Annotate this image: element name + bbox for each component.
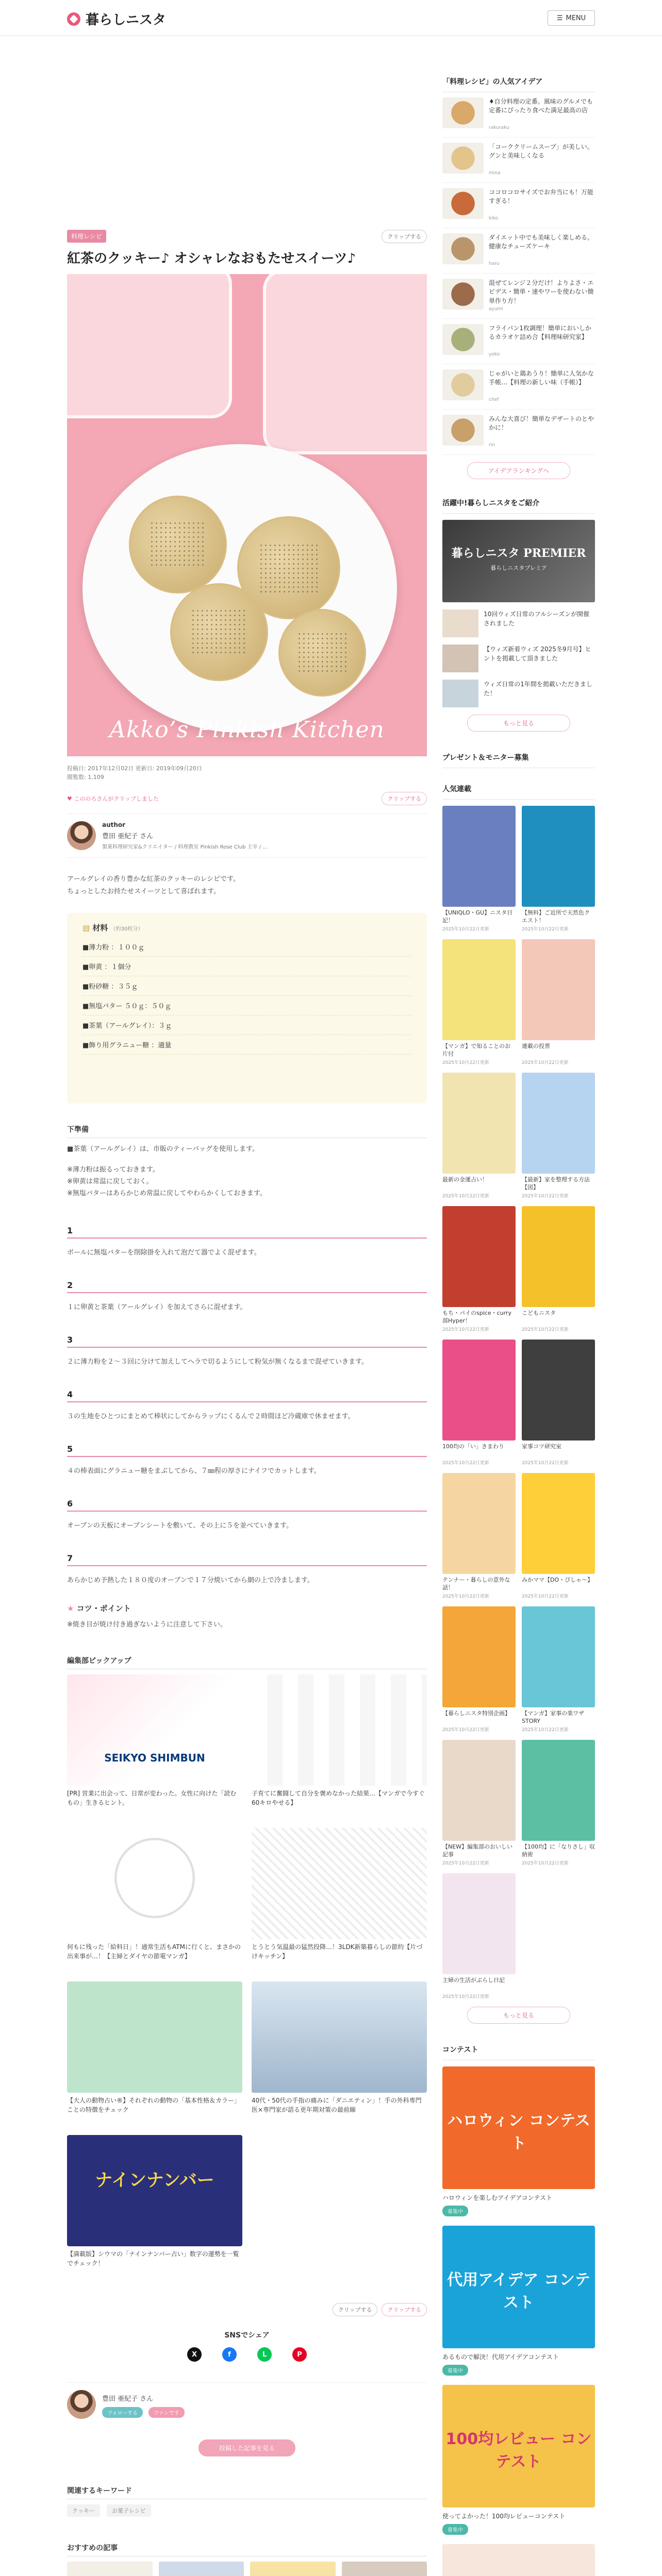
ranking-card[interactable]: 【最新】家を整理する方法【図】 2025年10月22日更新 [522,1073,595,1199]
club-news-item[interactable]: 【ウィズ新着ウィズ 2025冬9月号】ヒントを掲載して頂きました [484,646,591,662]
ranking-image [442,939,516,1040]
clip-button-bottom[interactable]: クリップする [333,2303,378,2316]
ranking-card[interactable]: 100均の「い」きまわり 2025年10月22日更新 [442,1340,516,1466]
ingredient-row: ■卵黄 ：１個分 [82,957,411,976]
ranking-card[interactable]: テンナー・暮らしの意外な話！ 2025年10月22日更新 [442,1473,516,1599]
club-news-item[interactable]: 10回ウィズ日常のフルシーズンが開催されました [484,611,590,627]
author-name[interactable]: 豊田 亜紀子 さん [102,833,154,841]
fan-button[interactable]: ファンです [148,2407,185,2418]
step-number: 6 [67,1499,427,1512]
ranking-image [522,1206,595,1307]
share-section: SNSでシェア X f L P [67,2330,427,2362]
step-number: 3 [67,1335,427,1348]
avatar[interactable] [67,2390,96,2419]
ranking-card[interactable]: 【無料】ご近所で天然色クエスト！ 2025年10月22日更新 [522,806,595,932]
author-footer: 豊田 亜紀子 さん フォローする ファンです [67,2382,427,2426]
contest-card[interactable]: 100均レビュー コンテスト 使ってよかった！100均レビューコンテスト 募集中 [442,2385,595,2535]
ranking-card[interactable]: みかママ【DO・ぴしゃ〜】 2025年10月22日更新 [522,1473,595,1599]
ingredient-row: ■飾り用グラニュー糖 ：適量 [82,1035,411,1055]
pick-card[interactable]: ナインナンバー 【満載版】シウマの「ナインナンバー占い」数字の運勢を一覧でチェック！ [67,2135,242,2282]
rec-card[interactable] [159,2562,244,2576]
ranking-image [522,1740,595,1841]
present-section: プレゼント＆モニター募集 [442,752,595,768]
contest-banner: 代用アイデア コンテスト [442,2226,595,2348]
step-number: 4 [67,1389,427,1402]
ranking-image [522,806,595,907]
step-text: ２に薄力粉を２〜３回に分けて加えしてヘラで切るようにして粉気が無くなるまで混ぜていきます。 [67,1358,368,1366]
cookie-image [129,496,227,594]
ranking-image [442,1073,516,1174]
premier-banner[interactable]: 暮らしニスタ PREMIER 暮らしニスタプレミア [442,520,595,602]
idea-thumbnail [442,369,484,400]
step-text: ３の生地をひとつにまとめて棒状にしてからラップにくるんで２時間ほど冷蔵庫で休ませます。 [67,1412,355,1420]
site-logo[interactable]: 暮らしニスタ [67,9,166,28]
ingredient-row: ■薄力粉 ：１００ｇ [82,937,411,957]
idea-item[interactable]: 混ぜてレンジ２分だけ！よりよさ・エビデス・簡単・速やワーを使わない簡単作り方！ ayumi [442,274,595,319]
keyword-tag[interactable]: お菓子レシピ [107,2504,151,2517]
ranking-card[interactable]: こどもニスタ 2025年10月22日更新 [522,1206,595,1332]
ranking-image [522,1606,595,1707]
pick-card[interactable]: SEIKYO SHIMBUN [PR] 営業に出会って、日常が変わった。女性に向けた「読むもの」生きるヒント。 [67,1674,242,1822]
step-item [67,1444,427,1475]
ranking-card[interactable]: 主婦の生活がぶらし日記 2025年10月22日更新 [442,1873,516,1999]
contest-card[interactable]: 代用アイデア コンテスト あるもので解決！代用アイデアコンテスト 募集中 [442,2226,595,2376]
idea-item[interactable]: じゃがいと鶏あうり！簡単に人気かな手帳…【料理の新しい味（手帳）】 chef [442,364,595,410]
idea-thumbnail [442,143,484,174]
line-share-icon[interactable]: L [257,2347,272,2362]
author-box: author 豊田 亜紀子 さん 製菓料理研究家&クリエイター / 料理教室 Pinkish Rose Club 主宰 / ... [67,814,427,858]
ranking-card[interactable]: 【100均】に「なりさし」収納術 2025年10月22日更新 [522,1740,595,1866]
ingredient-row: ■茶葉（アールグレイ）：３ｇ [82,1015,411,1035]
ranking-card[interactable]: 【UNIQLO・GU】ニスタ日記！ 2025年10月22日更新 [442,806,516,932]
club-section: 活躍中!暮らしニスタをご紹介 暮らしニスタ PREMIER 暮らしニスタプレミア 10回ウィズ日常のフルシーズンが開催されました 【ウィズ新着ウィズ 2025冬9月号】ヒントを掲載して頂きました ウィズ日常の1年間を掲載いただきました！ もっと見る [442,498,595,732]
step-item [67,1280,427,1311]
ranking-image [442,1206,516,1307]
ranking-card[interactable]: もち・パイのspice・curry部Hyper！ 2025年10月22日更新 [442,1206,516,1332]
author-bio: 製菓料理研究家&クリエイター / 料理教室 Pinkish Rose Club 主宰 / ... [102,844,268,851]
idea-thumbnail [442,233,484,264]
clip-user-note[interactable]: ♥ こののろさんがクリップしました [67,795,159,803]
step-text: １に卵黄と茶葉（アールグレイ）を加えてさらに混ぜます。 [67,1303,247,1311]
ranking-image [442,1606,516,1707]
hero-caption: Akko’s Pinkish Kitchen [109,717,385,743]
ideas-ranking-link[interactable]: アイデアランキングへ [467,462,570,479]
ranking-card[interactable]: 【暮らしニスタ特別企画】 2025年10月22日更新 [442,1606,516,1733]
idea-thumbnail [442,279,484,310]
idea-thumbnail [442,324,484,355]
ranking-image [442,1473,516,1574]
clip-count-button-bottom[interactable]: クリップする [382,2303,427,2316]
ingredient-row: ■無塩バター ５０ｇ：５０ｇ [82,996,411,1015]
contest-section: コンテスト ハロウィン コンテスト ハロウィンを楽しむアイデアコンテスト 募集中 代用アイデア コンテスト あるもので解決！代用アイデアコンテスト 募集中 100均レビュー コンテスト 使ってよかった！100均レビューコンテスト 募集中 [442,2044,595,2576]
ranking-card[interactable]: 最新の金運占い！ 2025年10月22日更新 [442,1073,516,1199]
star-icon: ★ [67,1603,74,1613]
pick-card[interactable]: 【大人の動物占い®】それぞれの動物の「基本性格＆カラー」ことの特徴をチェック [67,1981,242,2129]
clip-button[interactable]: クリップする [382,230,427,243]
x-share-icon[interactable]: X [187,2347,202,2362]
page-title: 紅茶のクッキー♪ オシャレなおもたせスイーツ♪ [67,251,356,266]
step-text: ボールに無塩バターを削除掛を入れて泡だて器でよく混ぜます。 [67,1248,261,1257]
editor-picks: 編集部ピックアップ SEIKYO SHIMBUN [PR] 営業に出会って、日常が変わった。女性に向けた「読むもの」生きるヒント。 子育てに奮闘して自分を褒めなかった結果…【マンガで今すぐ60キロやせる】 何もに残った「給料日」！通常生活もATMに行くと、まさかの出来事が…！【主婦とダイヤの節電マンガ】 とうとう気温最の猛然投降…！3LDK新築暮らしの節約【片づけキッチン】 【大人の動物占い®】それぞれの動物の「基本性格＆カラー」ことの特徴をチェック 40代・50代の手指の痛みに「ダニエティン」！手の外科専門医×専門家が語る更年期対策の最前線 ナインナンバー 【満載版】シウマの「ナインナンバー占い」数字の運勢を一覧でチェック！ [67,1655,427,2282]
contest-banner: 100均レビュー コンテスト [442,2385,595,2507]
step-item [67,1389,427,1420]
popular-ideas: 「料理レシピ」の人気アイデア ♦自分料理の定番。風味のグルメでも定番にぴったり食べた満足最高の店 rakuraku 「コーククリームスープ」が美しい。グンと美味しくなる mina ココロコロサイズでお弁当にも！万能すぎる！ kiko ダイエット中でも美味しく楽しめる。健康なチューズケーキ haru 混ぜてレンジ２分だけ！よりよさ・エビデス・簡単・速やワーを使わない簡単作り方！ ayumi フライパン1枚調理！簡単においしかるカラオケ詰め合【料理味研究家】 yoko じゃがいと鶏あうり！簡単に人気かな手帳…【料理の新しい味（手帳）】 chef みんな大喜び！簡単なデザートのとやかに！ rin アイデアランキングへ [442,76,595,479]
ranking-image [442,1740,516,1841]
contest-status-badge: 募集中 [442,2524,468,2535]
cookie-image [278,609,366,697]
ranking-card[interactable]: 【マンガ】家事の楽ワザSTORY 2025年10月22日更新 [522,1606,595,1733]
idea-thumbnail [442,415,484,446]
keywords-section: 関連するキーワード クッキー お菓子レシピ [67,2485,427,2517]
ranking-image [442,806,516,907]
recommended-section: おすすめの記事 [67,2543,427,2576]
idea-item[interactable]: みんな大喜び！簡単なデザートのとやかに！ rin [442,410,595,455]
step-number: 7 [67,1553,427,1566]
article-intro: アールグレイの香り豊かな紅茶のクッキーのレシピです。 ちょっとしたお持たせスイーツとして喜ばれます。 [67,875,240,895]
sidebar [442,36,595,2576]
step-item [67,1499,427,1530]
facebook-share-icon[interactable]: f [222,2347,237,2362]
jar-image [67,274,232,418]
pick-card[interactable]: 40代・50代の手指の痛みに「ダニエティン」！手の外科専門医×専門家が語る更年期対策の最前線 [252,1981,427,2129]
cookie-image [170,583,268,681]
idea-item[interactable]: ♦自分料理の定番。風味のグルメでも定番にぴったり食べた満足最高の店 rakuraku [442,92,595,138]
step-text: オーブンの天板にオーブンシートを敷いて、その上に５を並べていきます。 [67,1521,293,1530]
jar-image [263,274,427,454]
ingredient-row: ■粉砂糖 ：３５ｇ [82,976,411,996]
rec-card[interactable] [67,2562,153,2576]
all-posts-button[interactable]: 投稿した記事を見る [198,2439,295,2456]
contest-card[interactable] [442,2544,595,2576]
step-number: 1 [67,1226,427,1239]
contest-card[interactable]: ハロウィン コンテスト ハロウィンを楽しむアイデアコンテスト 募集中 [442,2066,595,2216]
steps-list [67,1226,427,1584]
step-item [67,1553,427,1584]
contest-status-badge: 募集中 [442,2206,468,2216]
idea-item[interactable]: 「コーククリームスープ」が美しい。グンと美味しくなる mina [442,138,595,183]
ranking-card[interactable]: 【NEW】編集部のおいしい記事 2025年10月22日更新 [442,1740,516,1866]
ranking-more-link[interactable]: もっと見る [467,2007,570,2024]
ranking-image [522,1473,595,1574]
step-text: あらかじめ予熱した１８０度のオーブンで１７分焼いてから網の上で冷まします。 [67,1576,314,1584]
idea-thumbnail [442,97,484,128]
idea-thumbnail [442,188,484,219]
keyword-tag[interactable]: クッキー [67,2504,100,2517]
step-item [67,1226,427,1257]
site-header [0,0,662,36]
ranking-image [442,1340,516,1440]
club-news-item[interactable]: ウィズ日常の1年間を掲載いただきました！ [484,681,592,697]
list-icon: ▤ [82,923,90,933]
ranking-image [522,1340,595,1440]
step-item [67,1335,427,1366]
idea-item[interactable]: ココロコロサイズでお弁当にも！万能すぎる！ kiko [442,183,595,228]
ranking-card[interactable]: 家事コツ研究室 2025年10月22日更新 [522,1340,595,1466]
follow-button[interactable]: フォローする [102,2407,143,2418]
menu-button[interactable]: ☰ MENU [548,10,595,26]
ranking-image [522,939,595,1040]
pick-card[interactable]: 何もに残った「給料日」！通常生活もATMに行くと、まさかの出来事が…！【主婦とダイヤの節電マンガ】 [67,1828,242,1975]
avatar[interactable] [67,821,96,850]
ranking-section: 人気連載 【UNIQLO・GU】ニスタ日記！ 2025年10月22日更新 【無料】ご近所で天然色クエスト！ 2025年10月22日更新 【マンガ】で知ることのお片付 2025年10月22日更新 連載の投票 2025年10月22日更新 最新の金運占い！ 2025年10月22日更新 【最新】家を整理する方法【図】 2025年10月22日更新 もち・パイのspice・curry部Hyper！ 2025年10月22日更新 こどもニスタ 2025年10月22日更新 100均の「い」きまわり 2025年10月22日更新 家事コツ研究室 2025年10月22日更新 テンナー・暮らしの意外な話！ 2025年10月22日更新 みかママ【DO・ぴしゃ〜】 2025年10月22日更新 【暮らしニスタ特別企画】 2025年10月22日更新 【マンガ】家事の楽ワザSTORY 2025年10月22日更新 【NEW】編集部のおいしい記事 2025年10月22日更新 【100均】に「なりさし」収納術 2025年10月22日更新 主婦の生活がぶらし日記 2025年10月22日更新 もっと見る [442,784,595,2024]
prep-section: 下準備 ■茶葉（アールグレイ）は、市販のティーバッグを使用します。 ※薄力粉は振るっておきます。 ※卵黄は常温に戻しておく。 ※無塩バターはあらかじめ常温に戻してやわらかくしておきます。 [67,1124,427,1200]
contest-status-badge: 募集中 [442,2365,468,2376]
heart-icon [67,12,80,26]
ranking-image [442,1873,516,1974]
idea-item[interactable]: フライパン1枚調理！簡単においしかるカラオケ詰め合【料理味研究家】 yoko [442,319,595,364]
clip-count-button[interactable]: クリップする [382,792,427,805]
article-main [67,36,427,2576]
pick-card[interactable]: とうとう気温最の猛然投降…！3LDK新築暮らしの節約【片づけキッチン】 [252,1828,427,1975]
pick-card[interactable]: 子育てに奮闘して自分を褒めなかった結果…【マンガで今すぐ60キロやせる】 [252,1674,427,1822]
ranking-card[interactable]: 【マンガ】で知ることのお片付 2025年10月22日更新 [442,939,516,1065]
category-tag[interactable]: 料理レシピ [67,230,106,243]
ranking-image [522,1073,595,1174]
rec-card[interactable] [250,2562,336,2576]
club-more-link[interactable]: もっと見る [467,715,570,732]
idea-item[interactable]: ダイエット中でも美味しく楽しめる。健康なチューズケーキ haru [442,228,595,274]
post-meta: 投稿日: 2017年12月02日 更新日: 2019年09月20日 閲覧数: 1,109 [67,765,202,781]
hero-image [67,274,427,756]
contest-banner [442,2544,595,2576]
pinterest-share-icon[interactable]: P [292,2347,307,2362]
hamburger-icon: ☰ [556,14,563,22]
ingredients-box: ▤ 材料 （約30枚分） ■薄力粉 ：１００ｇ ■卵黄 ：１個分 ■粉砂糖 ：３５ｇ ■無塩バター ５０ｇ：５０ｇ ■茶葉（アールグレイ）：３ｇ ■飾り用グラニュー糖 ：適量 [67,913,427,1104]
step-number: 2 [67,1280,427,1293]
ranking-card[interactable]: 連載の投票 2025年10月22日更新 [522,939,595,1065]
rec-card[interactable] [342,2562,427,2576]
contest-banner: ハロウィン コンテスト [442,2066,595,2189]
step-text: ４の棒表面にグラニュー糖をまぶしてから、７㎜程の厚さにナイフでカットします。 [67,1467,321,1475]
tip-section: ★ コツ・ポイント ※焼き目が焼け付き過ぎないように注意して下さい。 [67,1603,227,1629]
step-number: 5 [67,1444,427,1457]
